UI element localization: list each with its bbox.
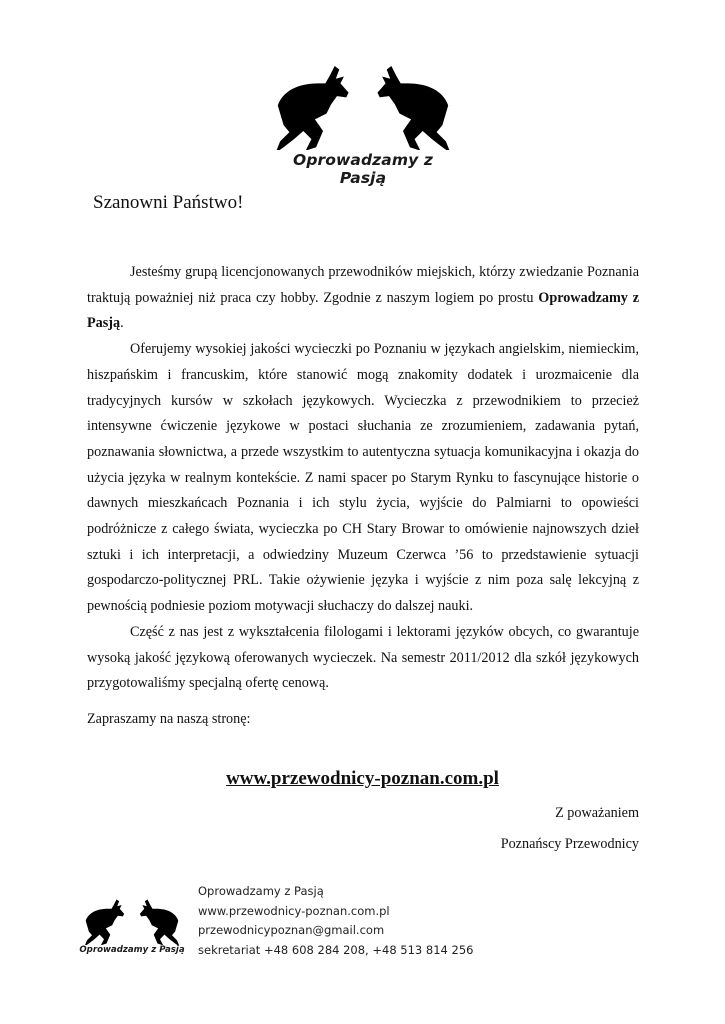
footer-contact [198, 882, 473, 960]
closing-regards: Z poważaniem [555, 805, 639, 821]
letterhead-logo [268, 58, 458, 187]
paragraph-offer: Oferujemy wysokiej jakości wycieczki po Poznaniu w językach angielskim, niemieckim, hiszpańskim i francuskim, które stanowić mogą znakomity dodatek i urozmaicenie dla tradycyjnych kursów w szkołach językowych. Wycieczka z przewodnikiem to przecież intensywne ćwiczenie językowe w postaci słuchania ze zrozumieniem, zadawania pytań, poznawania słownictwa, a przede wszystkim to autentyczna sytuacja komunikacyjna i okazja do użycia języka w realnym kontekście. Z nami spacer po Starym Rynku to fascynujące historie o dawnych mieszkańcach Poznania i ich stylu życia, wyjście do Palmiarni to opowieści podróżnicze z całego świata, wycieczka po CH Stary Browar to omówienie najnowszych dzieł sztuki i ich interpretacji, a odwiedziny Muzeum Czerwca ’56 to przedstawienie sytuacji gospodarczo-politycznej PRL. Takie ożywienie języka i wyjście z nim poza salę lekcyjną z pewnością podniesie poziom motywacji słuchaczy do dalszej nauki. [87, 341, 639, 615]
motto-bold: Oprowadzamy z Pasją [87, 289, 640, 332]
paragraph-invite: Zapraszamy na naszą stronę: [87, 710, 251, 727]
footer-name: Oprowadzamy z Pasją [198, 884, 324, 898]
two-goats-butting-icon [78, 895, 186, 945]
paragraph-intro: Jesteśmy grupą licencjonowanych przewodników miejskich, którzy zwiedzanie Poznania traktują poważniej niż praca czy hobby. Zgodnie z naszym logiem po prostu Oprowadzamy z Pasją. [87, 264, 640, 332]
two-goats-butting-icon [268, 58, 458, 150]
footer-email[interactable]: przewodnicypoznan@gmail.com [198, 923, 385, 937]
letter-body [87, 260, 639, 733]
footer-url[interactable]: www.przewodnicy-poznan.com.pl [198, 903, 390, 918]
footer-brand-text: Oprowadzamy z Pasją [79, 945, 185, 955]
greeting: Szanowni Państwo! [93, 192, 244, 213]
footer-logo [78, 895, 186, 961]
closing-signature: Poznańscy Przewodnicy [500, 836, 639, 852]
footer-phone: sekretariat +48 608 284 208, +48 513 814 256 [198, 942, 474, 957]
website-link[interactable]: www.przewodnicy-poznan.com.pl [226, 768, 499, 789]
paragraph-quality: Część z nas jest z wykształcenia filologami i lektorami języków obcych, co gwarantuje wysoką jakość językową oferowanych wycieczek. Na semestr 2011/2012 dla szkół językowych przygotowaliśmy specjalną ofertę cenową. [87, 623, 639, 692]
logo-brand-text: Oprowadzamy z Pasją [293, 151, 433, 187]
